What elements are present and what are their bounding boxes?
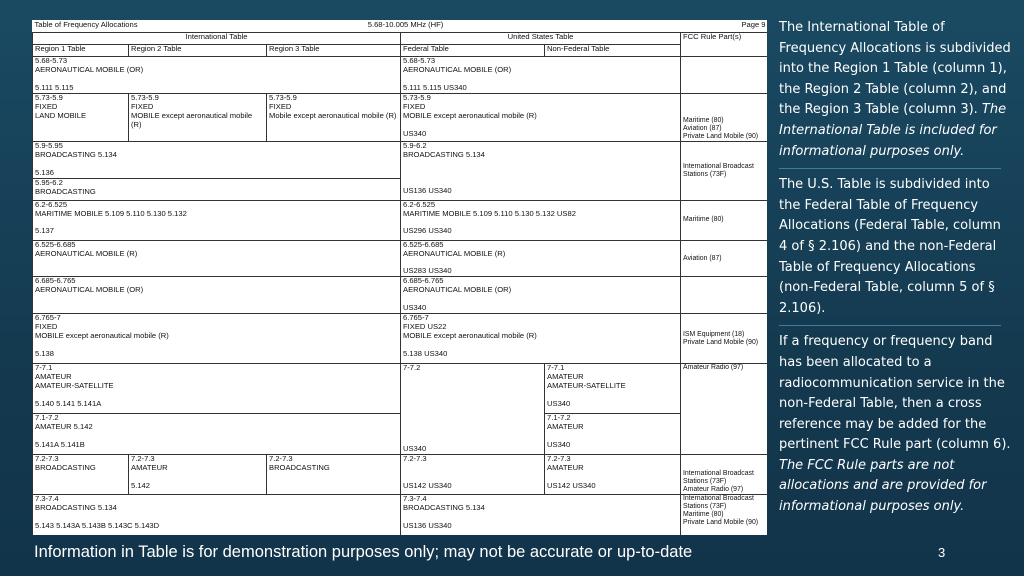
note-international-italic: The International Table is included for informational purposes only. bbox=[779, 102, 1007, 159]
table-row bbox=[33, 57, 768, 94]
international-cell: 7.1-7.2 AMATEUR 5.142 5.141A 5.141B bbox=[33, 413, 401, 454]
nonfederal-table-header: Non-Federal Table bbox=[545, 45, 681, 57]
nonfederal-cell: 7.1-7.2 AMATEUR US340 bbox=[545, 413, 681, 454]
table-row bbox=[33, 454, 768, 494]
international-cell: 7.3-7.4 BROADCASTING 5.134 5.143 5.143A 5.143B 5.143C 5.143D bbox=[33, 494, 401, 535]
region3-cell: 7.2-7.3 BROADCASTING bbox=[267, 454, 401, 494]
table-row bbox=[33, 200, 768, 240]
nonfederal-cell: 7.2-7.3 AMATEUR US142 US340 bbox=[545, 454, 681, 494]
note-international-plain: The International Table of Frequency Allocations is subdivided into the Region 1 Table (column 1), the Region 2 Table (column 2), and the Region 3 Table (column 3). bbox=[779, 20, 1011, 118]
international-cell: 6.765-7 FIXED MOBILE except aeronautical mobile (R) 5.138 bbox=[33, 314, 401, 364]
note-international-table bbox=[779, 18, 1011, 162]
divider bbox=[779, 325, 1001, 326]
international-cell: 5.68-5.73 AERONAUTICAL MOBILE (OR) 5.111 5.115 bbox=[33, 57, 401, 94]
frequency-allocation-table bbox=[32, 20, 767, 535]
nonfederal-cell: 7-7.1 AMATEUR AMATEUR-SATELLITE US340 bbox=[545, 364, 681, 413]
region3-header: Region 3 Table bbox=[267, 45, 401, 57]
international-cell: 5.95-6.2 BROADCASTING bbox=[33, 178, 401, 200]
international-cell: 6.685-6.765 AERONAUTICAL MOBILE (OR) bbox=[33, 277, 401, 314]
table-row bbox=[33, 240, 768, 277]
note-us-table bbox=[779, 175, 1011, 319]
international-cell: 6.2-6.525 MARITIME MOBILE 5.109 5.110 5.130 5.132 5.137 bbox=[33, 200, 401, 240]
fcc-rule-parts-header: FCC Rule Part(s) bbox=[681, 33, 767, 57]
us-cell: 7.3-7.4 BROADCASTING 5.134 US136 US340 bbox=[401, 494, 681, 535]
region1-cell: 5.73-5.9 FIXED LAND MOBILE bbox=[33, 93, 129, 141]
region2-cell: 7.2-7.3 AMATEUR 5.142 bbox=[129, 454, 267, 494]
region2-header: Region 2 Table bbox=[129, 45, 267, 57]
table-title: Table of Frequency Allocations bbox=[34, 20, 138, 29]
frequency-allocation-table-image bbox=[32, 20, 767, 535]
footer-disclaimer: Information in Table is for demonstration purposes only; may not be accurate or up-to-date bbox=[34, 543, 693, 561]
us-cell: 5.9-6.2 BROADCASTING 5.134 US136 US340 bbox=[401, 141, 681, 200]
region1-header: Region 1 Table bbox=[33, 45, 129, 57]
us-cell: 5.68-5.73 AERONAUTICAL MOBILE (OR) 5.111 5.115 US340 bbox=[401, 57, 681, 94]
international-cell: 5.9-5.95 BROADCASTING 5.134 5.136 bbox=[33, 141, 401, 178]
fcc-cell: International Broadcast Stations (73F) Maritime (80) Private Land Mobile (90) bbox=[681, 494, 767, 535]
fcc-cell bbox=[681, 57, 767, 94]
us-cell: 6.525-6.685 AERONAUTICAL MOBILE (R) US283 US340 bbox=[401, 240, 681, 277]
note-fcc-plain: If a frequency or frequency band has been allocated to a radiocommunication service in the non-Federal Table, then a cross reference may be added for the pertinent FCC Rule part (column 6). bbox=[779, 334, 1011, 453]
region3-cell: 5.73-5.9 FIXED Mobile except aeronautical mobile (R) bbox=[267, 93, 401, 141]
table-row bbox=[33, 413, 768, 454]
note-fcc-italic: The FCC Rule parts are not allocations and are provided for informational purposes only. bbox=[779, 457, 987, 515]
federal-cell: 7.2-7.3 US142 US340 bbox=[401, 454, 545, 494]
us-cell: 6.685-6.765 AERONAUTICAL MOBILE (OR) US340 bbox=[401, 277, 681, 314]
federal-table-header: Federal Table bbox=[401, 45, 545, 57]
us-table-header: United States Table bbox=[401, 33, 681, 45]
fcc-cell: International Broadcast Stations (73F) Amateur Radio (97) bbox=[681, 454, 767, 494]
note-us-plain: The U.S. Table is subdivided into the Federal Table of Frequency Allocations (Federal Table, column 4 of § 2.106) and the non-Federal Table of Frequency Allocations (non-Federal Table, column 5 of § 2.106). bbox=[779, 177, 1001, 316]
us-cell: 5.73-5.9 FIXED MOBILE except aeronautical mobile (R) US340 bbox=[401, 93, 681, 141]
us-cell: 6.765-7 FIXED US22 MOBILE except aeronautical mobile (R) 5.138 US340 bbox=[401, 314, 681, 364]
table-page-label: Page 9 bbox=[741, 20, 766, 29]
international-cell: 6.525-6.685 AERONAUTICAL MOBILE (R) bbox=[33, 240, 401, 277]
international-cell: 7-7.1 AMATEUR AMATEUR-SATELLITE 5.140 5.141 5.141A bbox=[33, 364, 401, 413]
explanation-text bbox=[779, 18, 1011, 518]
table-row bbox=[33, 314, 768, 364]
fcc-cell: Maritime (80) Aviation (87) Private Land Mobile (90) bbox=[681, 93, 767, 141]
table-row bbox=[33, 141, 768, 178]
fcc-cell: Aviation (87) bbox=[681, 240, 767, 277]
region1-cell: 7.2-7.3 BROADCASTING bbox=[33, 454, 129, 494]
region2-cell: 5.73-5.9 FIXED MOBILE except aeronautical mobile (R) bbox=[129, 93, 267, 141]
note-fcc-rule-parts bbox=[779, 332, 1011, 517]
fcc-cell bbox=[681, 277, 767, 314]
slide-page-number: 3 bbox=[938, 545, 946, 560]
table-row bbox=[33, 364, 768, 413]
fcc-cell: Maritime (80) bbox=[681, 200, 767, 240]
international-table-header: International Table bbox=[33, 33, 401, 45]
table-row bbox=[33, 494, 768, 535]
federal-cell: 7-7.2 US340 bbox=[401, 364, 545, 455]
fcc-cell: Amateur Radio (97) bbox=[681, 364, 767, 455]
fcc-cell: ISM Equipment (18) Private Land Mobile (90) bbox=[681, 314, 767, 364]
fcc-cell: International Broadcast Stations (73F) bbox=[681, 141, 767, 200]
table-row bbox=[33, 277, 768, 314]
us-cell: 6.2-6.525 MARITIME MOBILE 5.109 5.110 5.130 5.132 US82 US296 US340 bbox=[401, 200, 681, 240]
divider bbox=[779, 168, 1001, 169]
table-row bbox=[33, 93, 768, 141]
table-frequency-range: 5.68-10.005 MHz (HF) bbox=[367, 20, 444, 29]
